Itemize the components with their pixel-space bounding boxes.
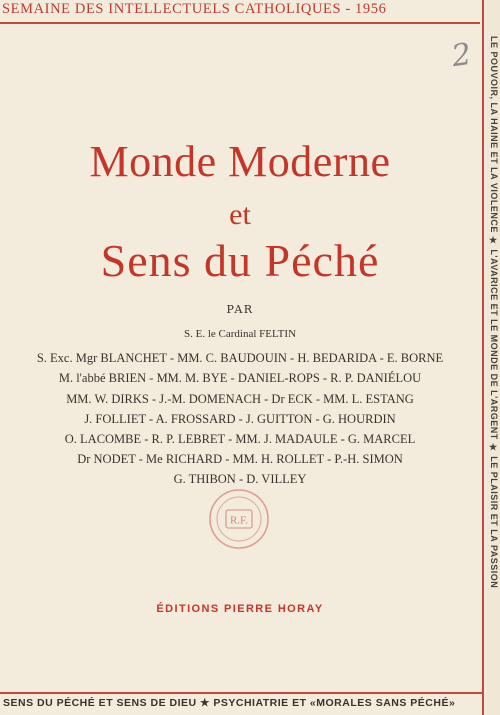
top-divider: [0, 22, 480, 24]
title-line-1: Monde Moderne: [89, 137, 391, 186]
side-topics-text: LE POUVOIR, LA HAINE ET LA VIOLENCE ★ L'AVARICE ET LE MONDE DE L'ARGENT ★ LE PLAISIR ET LA PASSION: [489, 36, 499, 589]
footer-topics-text: SENS DU PÉCHÉ ET SENS DE DIEU ★ PSYCHIATRIE ET «MORALES SANS PÉCHÉ»: [3, 697, 456, 709]
series-title: SEMAINE DES INTELLECTUELS CATHOLIQUES - 1956: [2, 1, 387, 17]
author-line: Dr NODET - Me RICHARD - MM. H. ROLLET - P.-H. SIMON: [77, 452, 403, 467]
author-line: S. E. le Cardinal FELTIN: [183, 328, 297, 340]
svg-text:R.F.: R.F.: [229, 514, 249, 527]
right-divider: [482, 0, 484, 715]
handwritten-mark: 2: [449, 36, 474, 75]
series-header: [0, 0, 482, 20]
author-line: G. THIBON - D. VILLEY: [173, 472, 307, 487]
title-line-2: et: [229, 198, 251, 231]
author-line: O. LACOMBE - R. P. LEBRET - MM. J. MADAULE - G. MARCEL: [64, 432, 416, 447]
side-strip: [486, 0, 500, 715]
library-stamp-icon: [208, 488, 270, 550]
byline: PAR: [226, 303, 254, 316]
authors-list: [0, 324, 480, 490]
author-line: S. Exc. Mgr BLANCHET - MM. C. BAUDOUIN - H. BEDARIDA - E. BORNE: [36, 351, 444, 366]
author-line: M. l'abbé BRIEN - MM. M. BYE - DANIEL-ROPS - R. P. DANIÉLOU: [58, 371, 422, 386]
footer-strip: [0, 694, 482, 715]
author-line: MM. W. DIRKS - J.-M. DOMENACH - Dr ECK - MM. L. ESTANG: [66, 391, 414, 406]
author-line: J. FOLLIET - A. FROSSARD - J. GUITTON - G. HOURDIN: [84, 411, 396, 426]
title-line-3: Sens du Péché: [100, 235, 380, 286]
publisher: ÉDITIONS PIERRE HORAY: [156, 603, 324, 615]
